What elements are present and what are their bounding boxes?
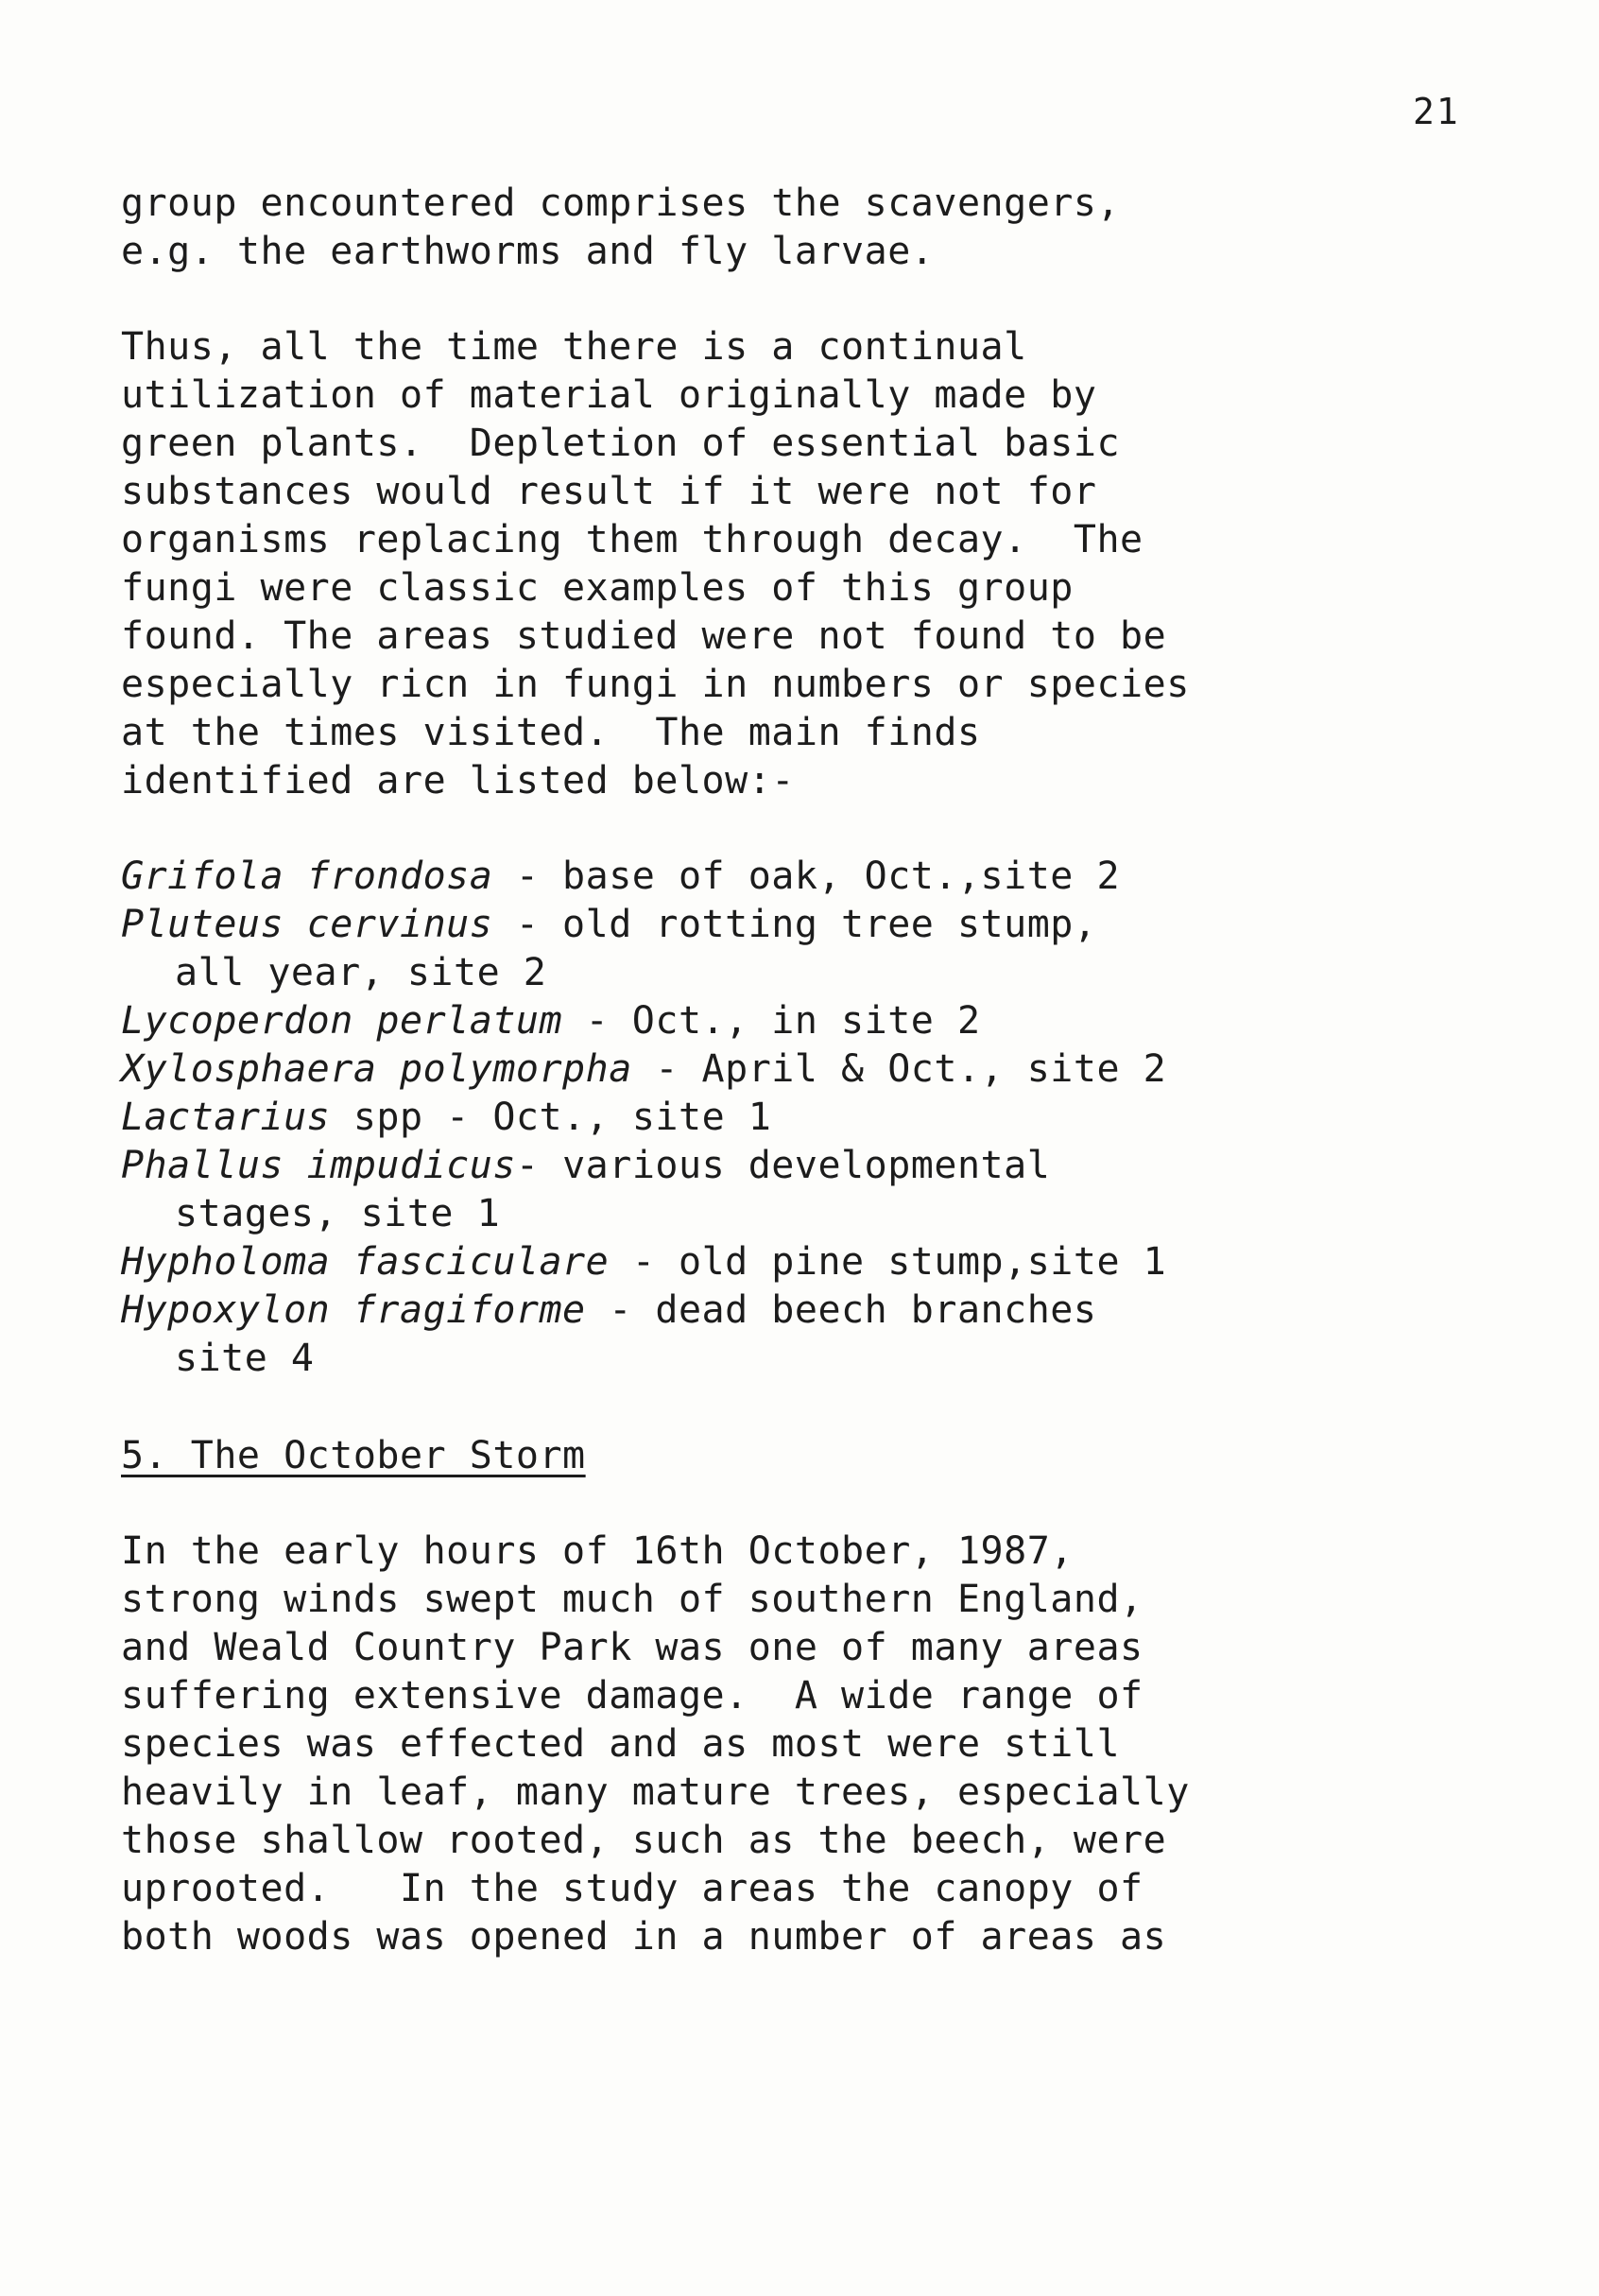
list-item-continuation: site 4 <box>175 1337 315 1380</box>
text-line: strong winds swept much of southern England, <box>121 1578 1143 1621</box>
text-line: at the times visited. The main finds <box>121 711 981 754</box>
list-item-continuation: all year, site 2 <box>175 951 547 994</box>
text-line: and Weald Country Park was one of many areas <box>121 1626 1143 1669</box>
paragraph-storm <box>121 1528 1482 1961</box>
list-item <box>121 1142 1482 1190</box>
section-heading <box>121 1432 1482 1480</box>
text-line: uprooted. In the study areas the canopy of <box>121 1867 1143 1910</box>
paragraph-intro <box>121 180 1482 276</box>
text-line: both woods was opened in a number of areas as <box>121 1915 1167 1959</box>
species-name: Lycoperdon perlatum <box>121 999 563 1043</box>
text-line: organisms replacing them through decay. The <box>121 518 1143 561</box>
page-body <box>121 180 1482 1961</box>
text-line: Thus, all the time there is a continual <box>121 325 1027 369</box>
list-item-continuation: stages, site 1 <box>175 1192 501 1235</box>
species-detail: - dead beech branches <box>585 1288 1097 1332</box>
list-item <box>121 853 1482 901</box>
species-name: Phallus impudicus <box>121 1144 516 1187</box>
species-detail: - April & Oct., site 2 <box>631 1047 1167 1091</box>
species-name: Grifola frondosa <box>121 855 493 898</box>
list-item <box>121 1238 1482 1286</box>
species-detail: spp - Oct., site 1 <box>330 1096 772 1139</box>
species-detail: - base of oak, Oct.,site 2 <box>492 855 1121 898</box>
species-detail: - Oct., in site 2 <box>562 999 981 1043</box>
text-line: species was effected and as most were still <box>121 1722 1121 1766</box>
text-line: green plants. Depletion of essential basic <box>121 422 1121 465</box>
text-line: identified are listed below:- <box>121 759 795 803</box>
species-name: Pluteus cervinus <box>121 903 493 946</box>
list-item <box>121 1094 1482 1142</box>
section-heading-text: 5. The October Storm <box>121 1434 586 1477</box>
species-name: Hypholoma fasciculare <box>121 1240 610 1284</box>
species-name: Lactarius <box>121 1096 331 1139</box>
list-item <box>121 1286 1482 1335</box>
species-detail: - old rotting tree stump, <box>492 903 1097 946</box>
text-line: substances would result if it were not for <box>121 470 1097 513</box>
text-line: especially ricn in fungi in numbers or species <box>121 663 1190 706</box>
text-line: those shallow rooted, such as the beech, were <box>121 1819 1167 1862</box>
text-line: group encountered comprises the scavengers, <box>121 181 1121 225</box>
text-line: suffering extensive damage. A wide range of <box>121 1674 1143 1718</box>
page-number: 21 <box>1413 91 1460 132</box>
text-line: utilization of material originally made by <box>121 373 1097 417</box>
fungi-list <box>121 853 1482 1383</box>
text-line: fungi were classic examples of this group <box>121 566 1074 610</box>
species-detail: - various developmental <box>515 1144 1051 1187</box>
text-line: In the early hours of 16th October, 1987, <box>121 1529 1074 1573</box>
list-item <box>121 1045 1482 1094</box>
species-name: Xylosphaera polymorpha <box>121 1047 632 1091</box>
list-item <box>121 997 1482 1045</box>
species-name: Hypoxylon fragiforme <box>121 1288 586 1332</box>
paragraph-decay <box>121 323 1482 805</box>
text-line: e.g. the earthworms and fly larvae. <box>121 230 935 273</box>
species-detail: - old pine stump,site 1 <box>609 1240 1167 1284</box>
text-line: heavily in leaf, many mature trees, especially <box>121 1770 1190 1814</box>
text-line: found. The areas studied were not found to be <box>121 614 1167 658</box>
list-item <box>121 901 1482 949</box>
